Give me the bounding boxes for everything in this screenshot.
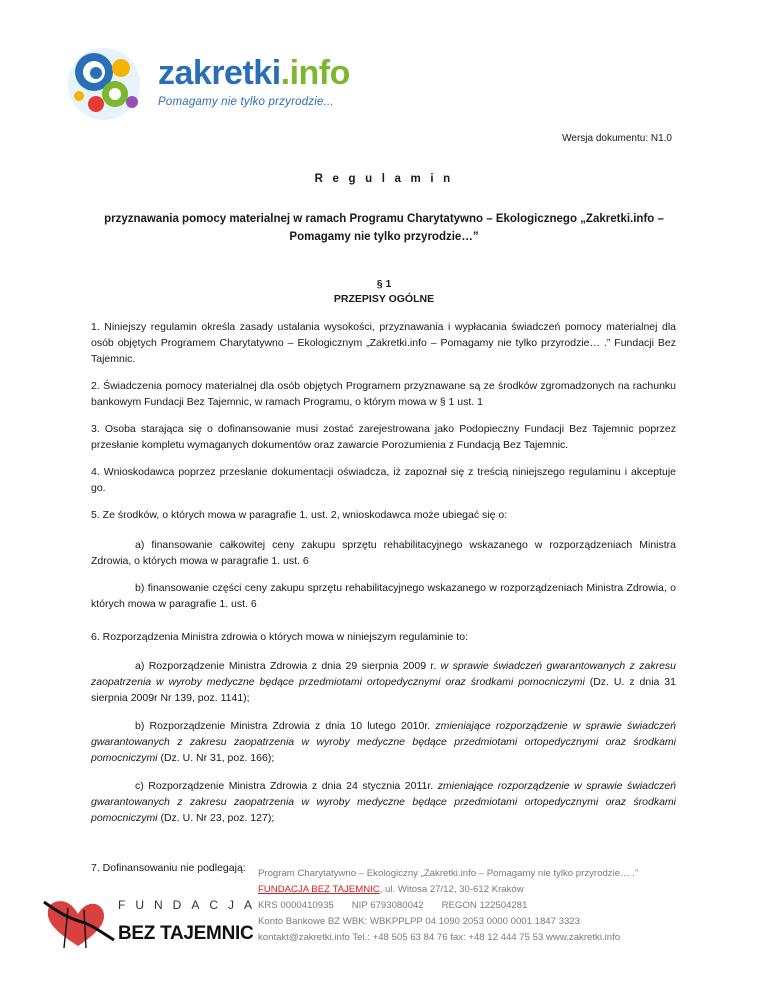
logo-tagline: Pomagamy nie tylko przyrodzie... bbox=[158, 96, 334, 108]
footer-address: FUNDACJA BEZ TAJEMNIC, ul. Witosa 27/12, 30-612 Kraków bbox=[258, 884, 524, 895]
paragraph-2: 2. Świadczenia pomocy materialnej dla osób objętych Programem przyznawane są ze środków zgromadzonych na rachunku bankowym Fundacji Bez Tajemnic, w ramach Programu, o którym mowa w § 1 ust. 1 bbox=[91, 380, 676, 408]
paragraph-6b: b) Rozporządzenie Ministra Zdrowia z dnia 10 lutego 2010r. zmieniające rozporządzenie w sprawie świadczeń gwarantowanych z zakresu zaopatrzenia w wyroby medyczne będące przedmiotami ortopedycznymi oraz środkami pomocniczymi (Dz. U. Nr 31, poz. 166); bbox=[91, 720, 676, 764]
footer-logo-bottom: BEZ TAJEMNIC bbox=[118, 923, 254, 944]
footer-contact: kontakt@zakretki.info Tel.: +48 505 63 84 76 fax: +48 12 444 75 53 www.zakretki.info bbox=[258, 932, 621, 943]
section-heading: PRZEPISY OGÓLNE bbox=[333, 293, 435, 305]
footer-info bbox=[258, 866, 638, 946]
footer-registry: KRS 0000410935 NIP 6793080042 REGON 122504281 bbox=[258, 900, 528, 911]
section-number: § 1 bbox=[376, 278, 392, 290]
paragraph-6a: a) Rozporządzenie Ministra Zdrowia z dnia 29 sierpnia 2009 r. w sprawie świadczeń gwarantowanych z zakresu zaopatrzenia w wyroby medyczne będące przedmiotami ortopedycznymi oraz środkami pomocniczymi (Dz. U. z dnia 31 sierpnia 2009r Nr 139, poz. 1141); bbox=[91, 660, 677, 704]
paragraph-6: 6. Rozporządzenia Ministra zdrowia o których mowa w niniejszym regulaminie to: bbox=[91, 631, 468, 643]
paragraph-3: 3. Osoba starająca się o dofinansowanie musi zostać zarejestrowana jako Podopieczny Fundacji Bez Tajemnic poprzez przesłanie kompletu wymaganych dokumentów oraz zawarcie Porozumienia z Fundacją Bez Tajemnic. bbox=[91, 423, 676, 451]
footer-logo-top: FUNDACJA bbox=[118, 898, 263, 912]
paragraph-4: 4. Wnioskodawca poprzez przesłanie dokumentacji oświadcza, iż zapoznał się z treścią niniejszego regulaminu i akceptuje go. bbox=[91, 466, 676, 494]
logo-brand: zakretki.info bbox=[158, 54, 350, 92]
paragraph-6c: c) Rozporządzenie Ministra Zdrowia z dnia 24 stycznia 2011r. zmieniające rozporządzenie w sprawie świadczeń gwarantowanych z zakresu zaopatrzenia w wyroby medyczne będące przedmiotami ortopedycznymi oraz środkami pomocniczymi (Dz. U. Nr 23, poz. 127); bbox=[91, 780, 676, 824]
footer-program: Program Charytatywno – Ekologiczny „Zakretki.info – Pomagamy nie tylko przyrodzie… .” bbox=[258, 868, 639, 879]
paragraph-5: 5. Ze środków, o których mowa w paragrafie 1. ust. 2, wnioskodawca może ubiegać się o: bbox=[91, 509, 508, 521]
paragraph-1: 1. Niniejszy regulamin określa zasady ustalania wysokości, przyznawania i wypłacania świadczeń pomocy materialnej dla osób objętych Programem Charytatywno – Ekologicznym „Zakretki.info – Pomagamy nie tylko przyrodzie… .” Fundacji Bez Tajemnic. bbox=[91, 321, 676, 365]
foundation-link[interactable]: FUNDACJA BEZ TAJEMNIC bbox=[258, 884, 380, 895]
document-version: Wersja dokumentu: N1.0 bbox=[562, 133, 672, 144]
paragraph-5b: b) finansowanie części ceny zakupu sprzętu rehabilitacyjnego wskazanego w rozporządzeniach Ministra Zdrowia, o których mowa w paragrafie 1. ust. 6 bbox=[91, 582, 676, 610]
paragraph-7: 7. Dofinansowaniu nie podlegają: bbox=[91, 862, 246, 874]
document-subtitle: przyznawania pomocy materialnej w ramach Programu Charytatywno – Ekologicznego „Zakretki.info – Pomagamy nie tylko przyrodzie…” bbox=[104, 213, 664, 243]
document-title: R e g u l a m i n bbox=[314, 173, 454, 185]
paragraph-5a: a) finansowanie całkowitej ceny zakupu sprzętu rehabilitacyjnego wskazanego w rozporządzeniach Ministra Zdrowia, o których mowa w paragrafie 1. ust. 6 bbox=[91, 539, 676, 567]
footer-bank: Konto Bankowe BZ WBK: WBKPPLPP 04 1090 2053 0000 0001 1847 3323 bbox=[258, 916, 580, 927]
